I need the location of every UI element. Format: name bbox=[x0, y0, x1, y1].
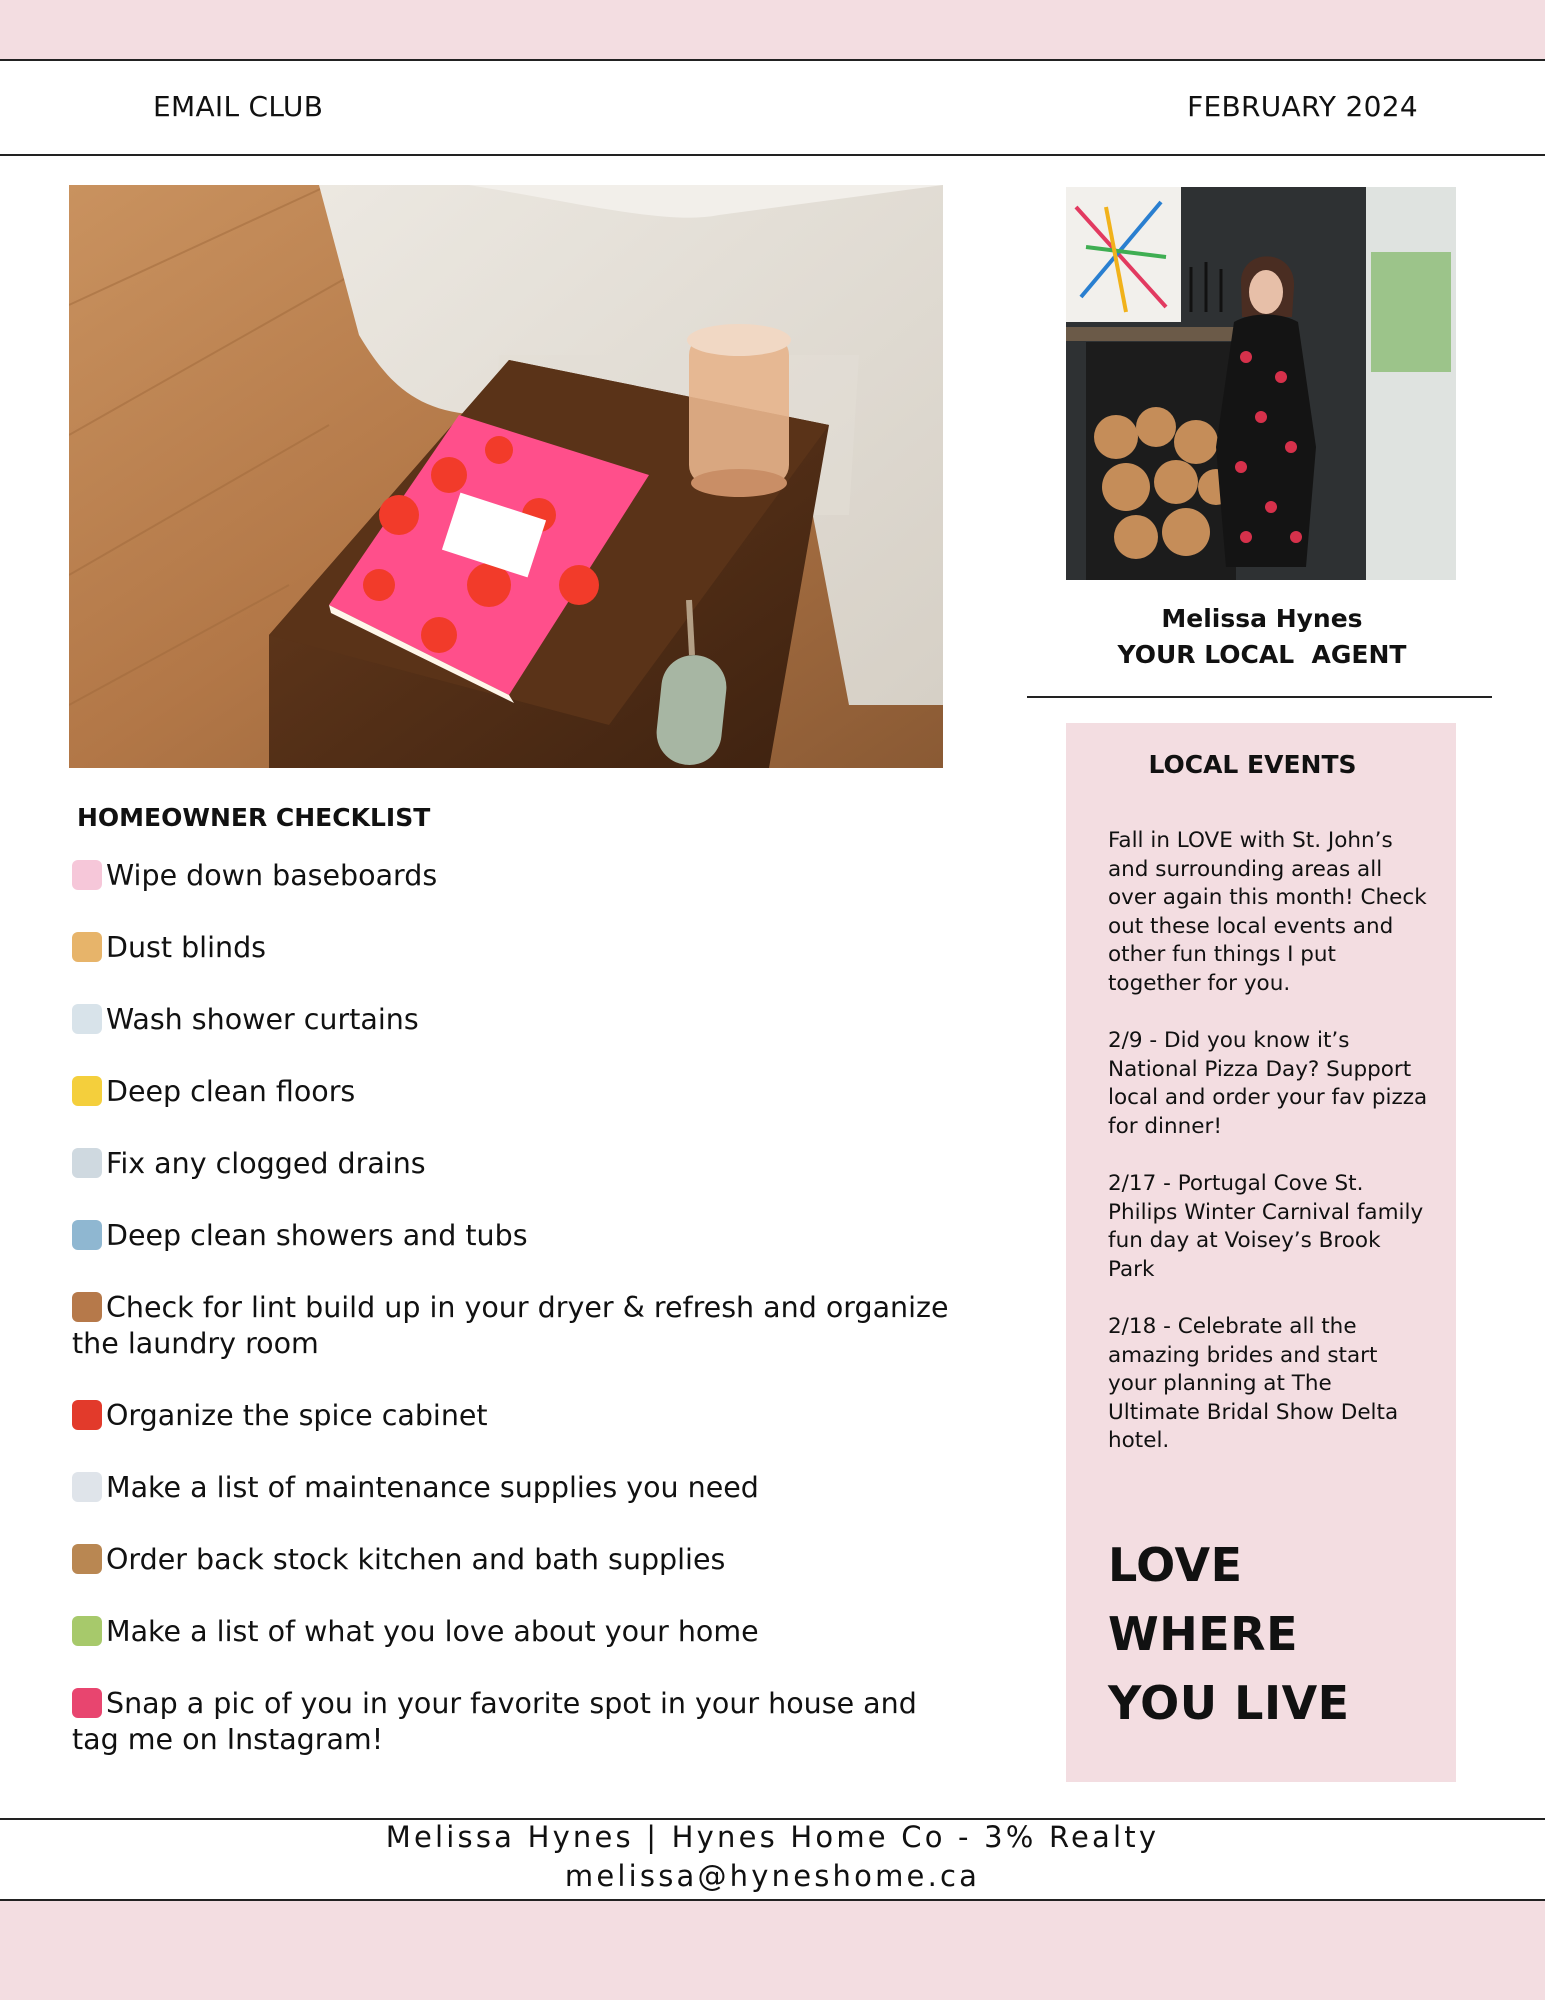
agent-role: YOUR LOCAL AGENT bbox=[1117, 640, 1407, 669]
top-band bbox=[0, 0, 1545, 59]
tagline-line: LOVE bbox=[1108, 1538, 1243, 1592]
shower-icon bbox=[72, 1220, 102, 1250]
list-item: Organize the spice cabinet bbox=[72, 1398, 952, 1434]
header-bottom-rule bbox=[0, 154, 1545, 156]
list-item: Order back stock kitchen and bath supplies bbox=[72, 1542, 952, 1578]
heart-icon bbox=[72, 1688, 102, 1718]
header-date: FEBRUARY 2024 bbox=[1187, 90, 1418, 123]
events-body bbox=[1108, 827, 1428, 1485]
list-item: Dust blinds bbox=[72, 930, 952, 966]
bottom-band bbox=[0, 1901, 1545, 2000]
list-item: Check for lint build up in your dryer & refresh and organize the laundry room bbox=[72, 1291, 949, 1360]
list-item: Wipe down baseboards bbox=[72, 858, 952, 894]
notepad-icon bbox=[72, 1472, 102, 1502]
list-item: Make a list of maintenance supplies you need bbox=[72, 1470, 952, 1506]
package-icon bbox=[72, 1544, 102, 1574]
footer-company: Melissa Hynes | Hynes Home Co - 3% Realty bbox=[385, 1820, 1160, 1854]
event-item: 2/9 - Did you know it’s National Pizza Day? Support local and order your fav pizza for dinner! bbox=[1108, 1028, 1428, 1139]
broom-icon bbox=[72, 932, 102, 962]
bathtub-icon bbox=[72, 1004, 102, 1034]
header-title: EMAIL CLUB bbox=[153, 90, 324, 123]
list-item: Deep clean floors bbox=[72, 1074, 952, 1110]
event-item: 2/18 - Celebrate all the amazing brides and start your planning at The Ultimate Bridal Show Delta hotel. bbox=[1108, 1314, 1399, 1454]
event-item: 2/17 - Portugal Cove St. Philips Winter Carnival family fun day at Voisey’s Brook Park bbox=[1108, 1171, 1424, 1282]
agent-portrait bbox=[1066, 187, 1456, 580]
events-intro: Fall in LOVE with St. John’s and surrounding areas all over again this month! Check out these local events and other fun things I put together for you. bbox=[1108, 828, 1427, 996]
chili-pepper-icon bbox=[72, 1400, 102, 1430]
checklist-title: HOMEOWNER CHECKLIST bbox=[77, 803, 431, 832]
footer-email[interactable]: melissa@hyneshome.ca bbox=[564, 1859, 981, 1893]
list-item: Wash shower curtains bbox=[72, 1002, 952, 1038]
soap-icon bbox=[72, 860, 102, 890]
list-item: Make a list of what you love about your home bbox=[72, 1614, 952, 1650]
agent-divider bbox=[1027, 696, 1492, 698]
house-garden-icon bbox=[72, 1616, 102, 1646]
basket-icon bbox=[72, 1292, 102, 1322]
list-item: Fix any clogged drains bbox=[72, 1146, 952, 1182]
tagline bbox=[1108, 1531, 1350, 1738]
homeowner-checklist bbox=[72, 858, 952, 1794]
header-top-rule bbox=[0, 59, 1545, 61]
toilet-icon bbox=[72, 1148, 102, 1178]
sponge-icon bbox=[72, 1076, 102, 1106]
tagline-line: WHERE bbox=[1108, 1607, 1299, 1661]
list-item: Snap a pic of you in your favorite spot in your house and tag me on Instagram! bbox=[72, 1687, 917, 1756]
side-table-photo bbox=[69, 185, 943, 768]
agent-name: Melissa Hynes bbox=[1161, 604, 1363, 633]
events-title: LOCAL EVENTS bbox=[1148, 750, 1357, 779]
list-item: Deep clean showers and tubs bbox=[72, 1218, 952, 1254]
local-events-panel bbox=[1066, 723, 1456, 1782]
tagline-line: YOU LIVE bbox=[1108, 1676, 1350, 1730]
